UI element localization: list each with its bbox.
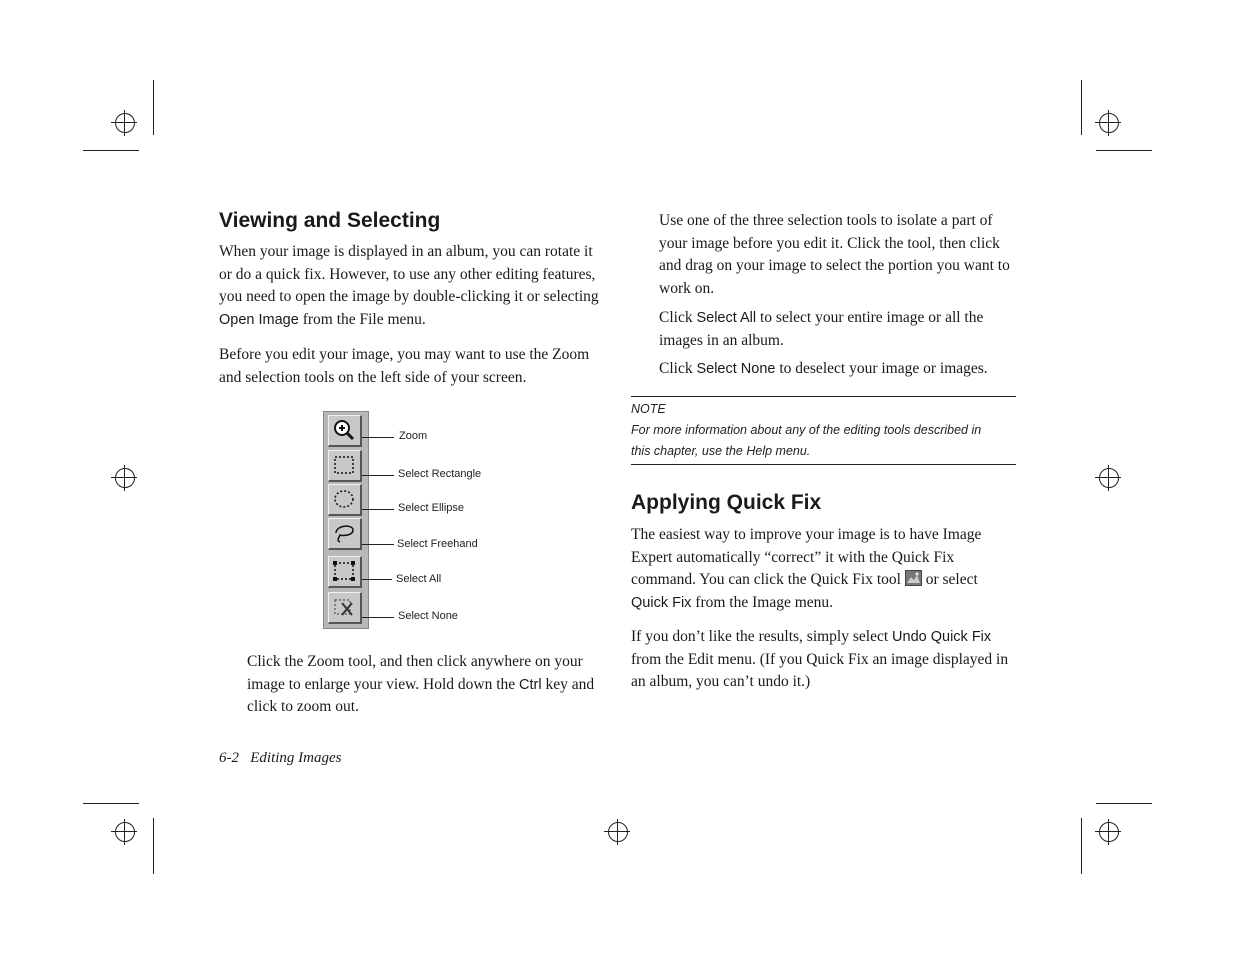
text-span: image to enlarge your view. Hold down the — [247, 675, 520, 693]
text-line — [219, 309, 609, 332]
footer-section-title: Editing Images — [250, 750, 342, 766]
leader-line — [362, 617, 394, 618]
text-line: Click the Zoom tool, and then click anywhere on your — [247, 653, 583, 670]
text-line — [631, 626, 1026, 649]
select-none-paragraph — [659, 358, 1029, 381]
text-line: and drag on your image to select the portion you want to — [659, 257, 1010, 275]
leader-line — [362, 544, 394, 545]
text-line — [631, 569, 1026, 592]
text-span: from the File menu. — [298, 311, 426, 329]
selection-paragraph — [659, 210, 1029, 301]
label-select-all: Select All — [396, 573, 442, 585]
text-span: key and — [541, 675, 595, 693]
label-select-rectangle: Select Rectangle — [398, 468, 482, 480]
text-span: or select — [921, 571, 978, 589]
leader-line — [362, 579, 392, 580]
label-zoom: Zoom — [399, 430, 428, 442]
text-line: you need to open the image by double-clicking it or selecting — [219, 288, 599, 306]
text-span: Click — [659, 360, 697, 377]
ui-term: Open Image — [219, 312, 299, 329]
section-heading-viewing: Viewing and Selecting — [219, 209, 441, 232]
ui-term: Select None — [696, 361, 776, 377]
text-line: Before you edit your image, you may want to use the Zoom — [219, 346, 590, 363]
text-line: The easiest way to improve your image is to have Image — [631, 526, 982, 543]
select-all-paragraph — [659, 307, 1029, 352]
ui-term: Undo Quick Fix — [892, 629, 992, 645]
quick-fix-icon — [905, 570, 922, 586]
text-line: your image before you edit it. Click the tool, then click — [659, 234, 1000, 252]
text-span: to deselect your image or images. — [775, 360, 988, 377]
note-box — [631, 396, 1016, 465]
leader-line — [362, 475, 394, 476]
leader-line — [362, 509, 394, 510]
label-select-none: Select None — [398, 610, 458, 622]
text-line — [631, 592, 1026, 615]
text-span: from the Image menu. — [691, 594, 834, 612]
zoom-icon — [328, 415, 362, 447]
text-span: to select your entire image or all the — [756, 309, 984, 326]
label-select-ellipse: Select Ellipse — [398, 502, 465, 514]
quick-fix-paragraph — [631, 524, 1026, 615]
text-line — [659, 307, 1029, 330]
select-none-icon — [328, 592, 362, 624]
select-ellipse-icon — [328, 484, 362, 516]
section-heading-quick-fix: Applying Quick Fix — [631, 491, 822, 514]
ui-term: Select All — [696, 310, 757, 326]
note-text: For more information about any of the editing tools described in — [631, 423, 982, 437]
ui-term: Ctrl — [519, 676, 542, 693]
select-rectangle-icon — [328, 450, 362, 482]
text-line: Expert automatically “correct” it with the Quick Fix — [631, 548, 955, 566]
zoom-paragraph — [247, 651, 617, 719]
text-span: Click — [659, 309, 697, 326]
text-line: work on. — [659, 280, 715, 298]
tools-paragraph — [219, 344, 609, 389]
text-line: an album, you can’t undo it.) — [631, 673, 811, 691]
text-line: or do a quick fix. However, to use any other editing features, — [219, 265, 596, 283]
note-label: NOTE — [631, 402, 666, 416]
text-line: and selection tools on the left side of your screen. — [219, 368, 527, 386]
text-span: command. You can click the Quick Fix tool — [631, 571, 905, 589]
page-footer — [219, 750, 342, 767]
text-line: images in an album. — [659, 331, 784, 349]
text-line — [659, 358, 1029, 381]
text-line: from the Edit menu. (If you Quick Fix an image displayed in — [631, 650, 1009, 668]
text-line: click to zoom out. — [247, 698, 359, 716]
select-all-icon — [328, 556, 362, 588]
page-number: 6-2 — [219, 750, 239, 766]
ui-term: Quick Fix — [631, 595, 692, 612]
toolbar-illustration — [323, 411, 369, 629]
note-text: this chapter, use the Help menu. — [631, 444, 811, 458]
text-line: When your image is displayed in an album, you can rotate it — [219, 243, 593, 260]
select-freehand-icon — [328, 518, 362, 550]
leader-line — [362, 437, 394, 438]
text-span: If you don’t like the results, simply select — [631, 628, 893, 645]
label-select-freehand: Select Freehand — [397, 538, 478, 550]
intro-paragraph — [219, 241, 609, 332]
undo-paragraph — [631, 626, 1026, 694]
text-line: Use one of the three selection tools to isolate a part of — [659, 212, 993, 229]
text-line — [247, 674, 617, 697]
